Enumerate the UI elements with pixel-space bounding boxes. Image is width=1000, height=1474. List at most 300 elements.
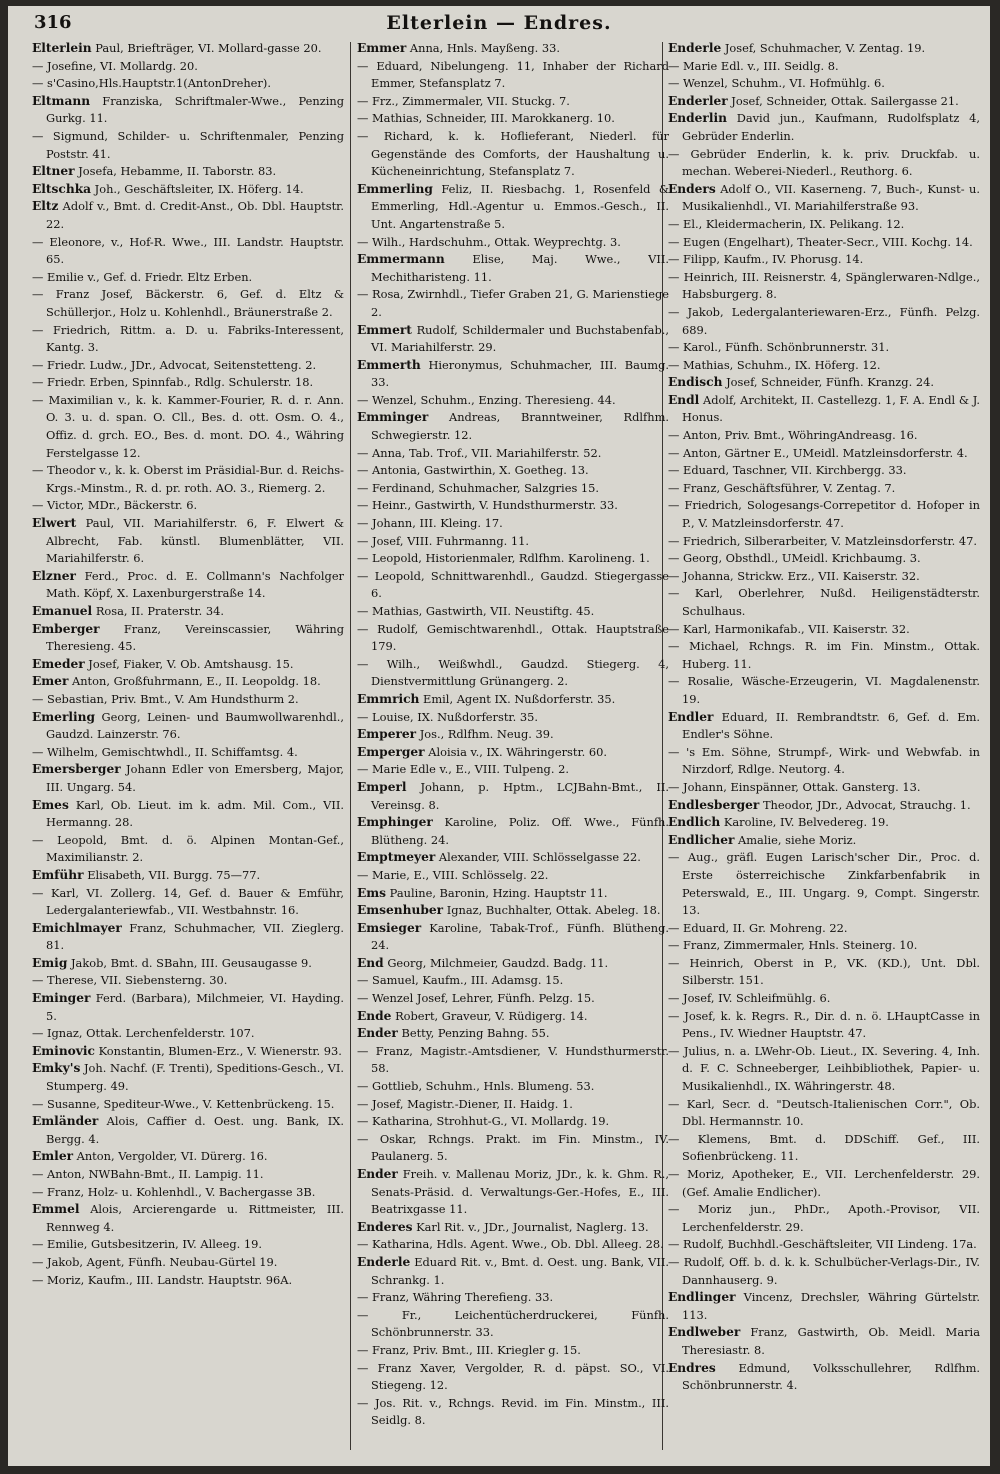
directory-entry xyxy=(32,691,344,709)
directory-entry xyxy=(32,1236,344,1254)
entry-text: — Jos. Rit. v., Rchngs. Revid. im Fin. Minstm., III. Seidlg. 8. xyxy=(357,1395,669,1428)
entry-surname: Endlinger xyxy=(668,1290,736,1305)
entry-surname: Emphinger xyxy=(357,815,433,830)
entry-text: Franz, Vereinscassier, Währing Theresieng. 45. xyxy=(46,621,344,654)
entry-text: — Mathias, Gastwirth, VII. Neustiftg. 45. xyxy=(357,604,595,618)
entry-surname: Emmermann xyxy=(357,252,445,267)
entry-text: — Franz, Währing Therefieng. 33. xyxy=(357,1290,554,1305)
entry-text: Rudolf, Schildermaler und Buchstabenfab., VI. Mariahilferstr. 29. xyxy=(371,322,669,355)
directory-entry xyxy=(357,849,669,867)
directory-entry xyxy=(668,181,980,216)
directory-entry xyxy=(32,972,344,990)
entry-surname: Ende xyxy=(357,1008,392,1023)
directory-entry xyxy=(357,1360,669,1395)
entry-text: — Josef, k. k. Regrs. R., Dir. d. n. ö. LHauptCasse in Pens., IV. Wiedner Hauptstr. 47. xyxy=(668,1008,980,1041)
entry-surname: Emeder xyxy=(32,656,85,671)
entry-text: Paul, Briefträger, VI. Mollard-gasse 20. xyxy=(95,41,322,55)
directory-entry xyxy=(668,1008,980,1043)
entry-text: — Ferdinand, Schuhmacher, Salzgries 15. xyxy=(357,480,600,495)
directory-entry xyxy=(357,726,669,744)
entry-text: — Gottlieb, Schuhm., Hnls. Blumeng. 53. xyxy=(357,1079,595,1094)
directory-entry xyxy=(357,1219,669,1237)
entry-surname: Emmerling xyxy=(357,181,433,196)
entry-text: — Wenzel, Schuhm., VI. Hofmühlg. 6. xyxy=(668,76,885,91)
directory-entry xyxy=(668,568,980,586)
directory-entry xyxy=(668,550,980,568)
entry-text: — Wilhelm, Gemischtwhdl., II. Schiffamtsg. 4. xyxy=(32,744,298,759)
entry-text: Aloisia v., IX. Währingerstr. 60. xyxy=(428,744,608,759)
entry-surname: Emperger xyxy=(357,744,425,759)
directory-entry xyxy=(668,1043,980,1096)
entry-surname: Emführ xyxy=(32,867,84,882)
entry-text: — Eduard, Taschner, VII. Kirchbergg. 33. xyxy=(668,463,907,478)
entry-text: Karoline, Tabak-Trof., Fünfh. Blütheng. 24. xyxy=(371,920,669,953)
directory-entry xyxy=(32,392,344,462)
directory-entry xyxy=(32,286,344,321)
entry-text: Hieronymus, Schuhmacher, III. Baumg. 33. xyxy=(371,357,669,390)
directory-entry xyxy=(357,761,669,779)
directory-entry xyxy=(357,1131,669,1166)
directory-entry xyxy=(32,603,344,621)
entry-text: — Richard, k. k. Hoflieferant, Niederl. für Gegenstände des Comforts, der Haushaltung u. Kücheneinrichtung, Stefansplatz 7. xyxy=(357,128,669,179)
directory-entry xyxy=(32,1043,344,1061)
entry-text: Freih. v. Mallenau Moriz, JDr., k. k. Ghm. R., Senats-Präsid. d. Verwaltungs-Ger.-Hofes, E., III. Beatrixgasse 11. xyxy=(371,1167,669,1217)
directory-entry xyxy=(668,779,980,797)
entry-text: — Leopold, Bmt. d. ö. Alpinen Montan-Gef., Maximilianstr. 2. xyxy=(32,832,344,865)
entry-text: — Moriz jun., PhDr., Apoth.-Provisor, VII. Lerchenfelderstr. 29. xyxy=(668,1202,980,1234)
directory-entry xyxy=(32,621,344,656)
directory-entry xyxy=(668,955,980,990)
directory-entry xyxy=(32,885,344,920)
entry-text: — Frz., Zimmermaler, VII. Stuckg. 7. xyxy=(357,93,570,108)
entry-text: Emil, Agent IX. Nußdorferstr. 35. xyxy=(423,691,616,706)
entry-text: — Rudolf, Buchhdl.-Geschäftsleiter, VII Lindeng. 17a. xyxy=(668,1237,977,1252)
entry-text: — Anna, Tab. Trof., VII. Mariahilferstr. 52. xyxy=(357,445,602,460)
entry-text: Jakob, Bmt. d. SBahn, III. Geusaugasse 9. xyxy=(70,955,312,970)
directory-entry xyxy=(668,357,980,375)
directory-entry xyxy=(32,920,344,955)
entry-surname: Endlweber xyxy=(668,1325,741,1340)
directory-entry xyxy=(668,392,980,427)
directory-entry xyxy=(668,269,980,304)
directory-entry xyxy=(32,867,344,885)
directory-entry xyxy=(668,462,980,480)
entry-text: Josef, Schneider, Ottak. Sailergasse 21. xyxy=(731,93,959,108)
directory-entry xyxy=(32,1113,344,1148)
directory-entry xyxy=(668,480,980,498)
directory-entry xyxy=(668,1201,980,1236)
entry-text: Pauline, Baronin, Hzing. Hauptstr 11. xyxy=(389,885,608,900)
directory-entry xyxy=(357,1236,669,1254)
entry-text: — Klemens, Bmt. d. DDSchiff. Gef., III. Sofienbrückeng. 11. xyxy=(668,1131,980,1164)
entry-text: Eduard Rit. v., Bmt. d. Oest. ung. Bank, VII. Schrankg. 1. xyxy=(371,1254,669,1287)
entry-surname: Emersberger xyxy=(32,762,121,777)
entry-surname: Emig xyxy=(32,955,68,970)
entry-text: — Mathias, Schuhm., IX. Höferg. 12. xyxy=(668,357,881,372)
directory-entry xyxy=(32,1096,344,1114)
entry-surname: End xyxy=(357,955,384,970)
directory-entry xyxy=(32,832,344,867)
directory-entry xyxy=(668,1131,980,1166)
entry-text: — Wilh., Weißwhdl., Gaudzd. Stiegerg. 4, Dienstvermittlung Grünangerg. 2. xyxy=(357,656,669,689)
entry-text: — Rudolf, Off. b. d. k. k. Schulbücher-Verlags-Dir., IV. Dannhauserg. 9. xyxy=(668,1254,980,1287)
entry-text: — Anton, Gärtner E., UMeidl. Matzleinsdorferstr. 4. xyxy=(668,445,968,460)
entry-text: — Heinrich, Oberst in P., VK. (KD.), Unt. Dbl. Silberstr. 151. xyxy=(668,955,980,988)
directory-entry xyxy=(357,1078,669,1096)
entry-text: — Anton, NWBahn-Bmt., II. Lampig. 11. xyxy=(32,1167,264,1181)
directory-entry xyxy=(32,515,344,568)
entry-text: — Eduard, Nibelungeng. 11, Inhaber der Richard Emmer, Stefansplatz 7. xyxy=(357,58,669,91)
entry-text: — Johann, III. Kleing. 17. xyxy=(357,516,503,531)
entry-text: — Eleonore, v., Hof-R. Wwe., III. Landstr. Hauptstr. 65. xyxy=(32,234,344,267)
entry-text: — Wenzel Josef, Lehrer, Fünfh. Pelzg. 15. xyxy=(357,991,595,1006)
directory-entry xyxy=(668,1096,980,1131)
directory-entry xyxy=(357,709,669,727)
directory-entry xyxy=(32,1254,344,1272)
entry-text: Franz, Schuhmacher, VII. Zieglerg. 81. xyxy=(46,920,344,953)
directory-entry xyxy=(668,216,980,234)
directory-entry xyxy=(32,128,344,163)
entry-text: — Friedr. Ludw., JDr., Advocat, Seitenstetteng. 2. xyxy=(32,357,317,372)
entry-text: Alois, Caffier d. Oest. ung. Bank, IX. Bergg. 4. xyxy=(46,1114,344,1146)
entry-surname: Emanuel xyxy=(32,604,93,618)
entry-text: Johann, p. Hptm., LCJBahn-Bmt., II. Vereinsg. 8. xyxy=(371,779,669,812)
directory-entry xyxy=(357,234,669,252)
entry-text: — Therese, VII. Siebensterng. 30. xyxy=(32,973,228,988)
column-3 xyxy=(668,40,980,1454)
entry-text: Franz, Gastwirth, Ob. Meidl. Maria Theresiastr. 8. xyxy=(682,1325,980,1357)
directory-entry xyxy=(32,93,344,128)
directory-entry xyxy=(357,322,669,357)
entry-text: — Jakob, Agent, Fünfh. Neubau-Gürtel 19. xyxy=(32,1254,278,1269)
entry-text: — El., Kleidermacherin, IX. Pelikang. 12. xyxy=(668,216,905,231)
entry-text: Adolf, Architekt, II. Castellezg. 1, F. A. Endl & J. Honus. xyxy=(682,392,980,425)
entry-text: Johann Edler von Emersberg, Major, III. Ungarg. 54. xyxy=(46,762,344,794)
directory-entry xyxy=(668,585,980,620)
entry-text: — Moriz, Kaufm., III. Landstr. Hauptstr. 96A. xyxy=(32,1272,293,1287)
entry-surname: Enderes xyxy=(357,1219,413,1234)
entry-text: — Emilie, Gutsbesitzerin, IV. Alleeg. 19. xyxy=(32,1237,263,1252)
entry-text: Edmund, Volksschullehrer, Rdlfhm. Schönbrunnerstr. 4. xyxy=(682,1360,980,1393)
directory-entry xyxy=(357,779,669,814)
entry-text: — Rosa, Zwirnhdl., Tiefer Graben 21, G. Marienstiege 2. xyxy=(357,287,669,319)
entry-text: Betty, Penzing Bahng. 55. xyxy=(401,1026,550,1041)
entry-surname: Eltz xyxy=(32,199,59,214)
entry-text: — Karl, Harmonikafab., VII. Kaiserstr. 32. xyxy=(668,621,910,636)
entry-text: — Eduard, II. Gr. Mohreng. 22. xyxy=(668,920,848,935)
column-divider xyxy=(350,42,351,1450)
directory-entry xyxy=(357,286,669,321)
directory-entry xyxy=(357,497,669,515)
entry-text: — Mathias, Schneider, III. Marokkanerg. 10. xyxy=(357,111,615,126)
directory-entry xyxy=(357,110,669,128)
entry-text: — Antonia, Gastwirthin, X. Goetheg. 13. xyxy=(357,463,589,478)
directory-entry xyxy=(668,146,980,181)
entry-surname: Eminovic xyxy=(32,1043,95,1058)
directory-entry xyxy=(668,744,980,779)
entry-text: Elise, Maj. Wwe., VII. Mechitharisteng. 11. xyxy=(371,252,669,284)
entry-text: — Aug., gräfl. Eugen Larisch'scher Dir., Proc. d. Erste österreichische Zinkfarbenfabrik in Peterswald, E., III. Ungarg. 9, Compt. Singerstr. 13. xyxy=(668,850,980,918)
directory-entry xyxy=(357,1113,669,1131)
directory-entry xyxy=(357,392,669,410)
entry-surname: Emmerth xyxy=(357,357,421,372)
entry-surname: Emmel xyxy=(32,1202,80,1217)
entry-surname: Emky's xyxy=(32,1061,81,1076)
directory-entry xyxy=(357,462,669,480)
entry-text: — Friedrich, Sologesangs-Correpetitor d. Hofoper in P., V. Matzleinsdorferstr. 47. xyxy=(668,498,980,531)
column-1 xyxy=(32,40,344,1454)
directory-entry xyxy=(357,181,669,234)
directory-entry xyxy=(668,110,980,145)
directory-entry xyxy=(668,814,980,832)
entry-text: — Victor, MDr., Bäckerstr. 6. xyxy=(32,498,198,513)
directory-entry xyxy=(32,761,344,796)
entry-text: — Oskar, Rchngs. Prakt. im Fin. Minstm., IV. Paulanerg. 5. xyxy=(357,1131,669,1164)
page-number: 316 xyxy=(34,12,72,33)
directory-entry xyxy=(32,75,344,93)
entry-text: — Rosalie, Wäsche-Erzeugerin, VI. Magdalenenstr. 19. xyxy=(668,674,980,706)
entry-text: Josef, Schuhmacher, V. Zentag. 19. xyxy=(724,41,926,55)
entry-text: — Johanna, Strickw. Erz., VII. Kaiserstr. 32. xyxy=(668,568,920,583)
entry-surname: Eltschka xyxy=(32,181,92,196)
entry-surname: Enderlin xyxy=(668,111,727,126)
entry-text: — Franz, Geschäftsführer, V. Zentag. 7. xyxy=(668,480,896,495)
entry-text: Eduard, II. Rembrandtstr. 6, Gef. d. Em. Endler's Söhne. xyxy=(682,709,980,742)
directory-entry xyxy=(357,480,669,498)
entry-surname: Ender xyxy=(357,1026,398,1041)
entry-surname: Endler xyxy=(668,709,714,724)
directory-entry xyxy=(668,1289,980,1324)
directory-entry xyxy=(357,58,669,93)
entry-text: Rosa, II. Praterstr. 34. xyxy=(95,604,225,618)
directory-entry xyxy=(668,40,980,58)
entry-text: Ferd. (Barbara), Milchmeier, VI. Hayding. 5. xyxy=(46,991,344,1023)
directory-entry xyxy=(32,163,344,181)
entry-surname: Elzner xyxy=(32,568,76,583)
entry-text: — Franz, Priv. Bmt., III. Kriegler g. 15. xyxy=(357,1342,581,1357)
directory-entry xyxy=(668,1324,980,1359)
directory-entry xyxy=(357,1307,669,1342)
entry-surname: Elterlein xyxy=(32,41,92,55)
entry-text: Joh., Geschäftsleiter, IX. Höferg. 14. xyxy=(94,181,304,196)
directory-entry xyxy=(32,234,344,269)
entry-surname: Eltner xyxy=(32,164,75,179)
entry-text: Amalie, siehe Moriz. xyxy=(738,832,857,847)
directory-entry xyxy=(357,955,669,973)
directory-entry xyxy=(668,533,980,551)
directory-entry xyxy=(357,902,669,920)
entry-text: — Friedr. Erben, Spinnfab., Rdlg. Schulerstr. 18. xyxy=(32,375,314,390)
directory-entry xyxy=(668,339,980,357)
directory-entry xyxy=(357,533,669,551)
entry-surname: Emer xyxy=(32,674,69,689)
entry-text: — Moriz, Apotheker, E., VII. Lerchenfelderstr. 29. (Gef. Amalie Endlicher). xyxy=(668,1167,980,1199)
entry-text: — Josefine, VI. Mollardg. 20. xyxy=(32,58,198,73)
entry-text: Paul, VII. Mariahilferstr. 6, F. Elwert & Albrecht, Fab. künstl. Blumenblätter, VII. Mariahilferstr. 6. xyxy=(46,516,344,566)
entry-text: Elisabeth, VII. Burgg. 75—77. xyxy=(87,867,261,882)
directory-entry xyxy=(357,885,669,903)
entry-text: — Theodor v., k. k. Oberst im Präsidial-Bur. d. Reichs-Krgs.-Minstm., R. d. pr. roth. AO. 3., Riemerg. 2. xyxy=(32,463,344,495)
entry-text: Josefa, Hebamme, II. Taborstr. 83. xyxy=(78,164,277,179)
entry-surname: Emichlmayer xyxy=(32,920,122,935)
entry-text: Vincenz, Drechsler, Währing Gürtelstr. 113. xyxy=(682,1290,980,1322)
directory-entry xyxy=(357,1254,669,1289)
directory-entry xyxy=(32,990,344,1025)
entry-text: — Louise, IX. Nußdorferstr. 35. xyxy=(357,709,538,724)
directory-entry xyxy=(668,1166,980,1201)
directory-entry xyxy=(32,1166,344,1184)
directory-entry xyxy=(357,621,669,656)
directory-entry xyxy=(668,234,980,252)
directory-entry xyxy=(668,849,980,919)
directory-entry xyxy=(32,40,344,58)
directory-entry xyxy=(357,550,669,568)
directory-entry xyxy=(32,269,344,287)
directory-entry xyxy=(32,462,344,497)
entry-text: Konstantin, Blumen-Erz., V. Wienerstr. 93. xyxy=(98,1043,342,1058)
entry-text: — Eugen (Engelhart), Theater-Secr., VIII. Kochg. 14. xyxy=(668,234,973,249)
entry-text: — Maximilian v., k. k. Kammer-Fourier, R. d. r. Ann. O. 3. u. d. span. O. Cll., Bes. d. ott. Osm. O. 4., Offiz. d. grch. EO., Bes. d. mont. DO. 4., Währing Ferstelgasse 12. xyxy=(32,392,344,460)
directory-entry xyxy=(668,673,980,708)
entry-text: — Heinrich, III. Reisnerstr. 4, Spänglerwaren-Ndlge., Habsburgerg. 8. xyxy=(668,269,980,302)
directory-entry xyxy=(357,990,669,1008)
entry-text: — Filipp, Kaufm., IV. Phorusg. 14. xyxy=(668,252,864,267)
entry-text: Anton, Vergolder, VI. Dürerg. 16. xyxy=(76,1149,268,1164)
directory-entry xyxy=(668,304,980,339)
directory-entry xyxy=(668,445,980,463)
entry-text: Karoline, IV. Belvedereg. 19. xyxy=(723,815,889,830)
directory-entry xyxy=(32,744,344,762)
entry-surname: Emes xyxy=(32,797,69,812)
directory-entry xyxy=(357,814,669,849)
entry-surname: Eminger xyxy=(32,991,91,1006)
directory-entry xyxy=(357,920,669,955)
directory-entry xyxy=(668,920,980,938)
entry-text: — Marie, E., VIII. Schlösselg. 22. xyxy=(357,867,549,882)
entry-surname: Emminger xyxy=(357,410,429,425)
entry-text: — Susanne, Spediteur-Wwe., V. Kettenbrückeng. 15. xyxy=(32,1096,335,1111)
directory-entry xyxy=(668,58,980,76)
directory-entry xyxy=(357,1008,669,1026)
entry-text: Anna, Hnls. Mayßeng. 33. xyxy=(409,41,561,55)
entry-surname: Ems xyxy=(357,885,387,900)
entry-text: Ignaz, Buchhalter, Ottak. Abeleg. 18. xyxy=(446,903,661,918)
directory-entry xyxy=(357,93,669,111)
entry-text: Ferd., Proc. d. E. Collmann's Nachfolger Math. Köpf, X. Laxenburgerstraße 14. xyxy=(46,568,344,601)
entry-text: Josef, Fiaker, V. Ob. Amtshausg. 15. xyxy=(88,656,294,671)
entry-text: — Samuel, Kaufm., III. Adamsg. 15. xyxy=(357,973,564,988)
directory-entry xyxy=(32,656,344,674)
directory-entry xyxy=(668,937,980,955)
entry-text: Anton, Großfuhrmann, E., II. Leopoldg. 18. xyxy=(72,674,321,689)
directory-entry xyxy=(668,638,980,673)
entry-text: — Sebastian, Priv. Bmt., V. Am Hundsthurm 2. xyxy=(32,691,299,706)
entry-text: — Friedrich, Rittm. a. D. u. Fabriks-Interessent, Kantg. 3. xyxy=(32,322,344,355)
directory-entry xyxy=(32,497,344,515)
entry-text: — Heinr., Gastwirth, V. Hundsthurmerstr. 33. xyxy=(357,498,618,513)
directory-entry xyxy=(357,40,669,58)
directory-entry xyxy=(668,75,980,93)
entry-surname: Eltmann xyxy=(32,93,91,108)
entry-surname: Endres xyxy=(668,1360,716,1375)
entry-text: — Franz Xaver, Vergolder, R. d. päpst. SO., VI. Stiegeng. 12. xyxy=(357,1360,669,1393)
entry-text: Adolf O., VII. Kaserneng. 7, Buch-, Kunst- u. Musikalienhdl., VI. Mariahilferstraße 93. xyxy=(682,181,980,214)
directory-entry xyxy=(357,744,669,762)
entry-text: — Josef, IV. Schleifmühlg. 6. xyxy=(668,991,831,1006)
directory-entry xyxy=(357,357,669,392)
entry-surname: Emperl xyxy=(357,779,407,794)
directory-entry xyxy=(357,1043,669,1078)
directory-entry xyxy=(668,797,980,815)
directory-entry xyxy=(32,673,344,691)
entry-text: — Julius, n. a. LWehr-Ob. Lieut., IX. Severing. 4, Inh. d. F. C. Schneeberger, Leihbibliothek, Papier- u. Musikalienhdl., IX. Währingerstr. 48. xyxy=(668,1043,980,1094)
entry-text: — Michael, Rchngs. R. im Fin. Minstm., Ottak. Huberg. 11. xyxy=(668,639,980,671)
entry-text: Adolf v., Bmt. d. Credit-Anst., Ob. Dbl. Hauptstr. 22. xyxy=(46,199,344,231)
entry-text: Joh. Nachf. (F. Trenti), Speditions-Gesch., VI. Stumperg. 49. xyxy=(46,1061,344,1094)
entry-surname: Emmer xyxy=(357,41,407,55)
directory-entry xyxy=(32,709,344,744)
directory-entry xyxy=(32,198,344,233)
entry-surname: Endisch xyxy=(668,375,723,390)
entry-text: — Karol., Fünfh. Schönbrunnerstr. 31. xyxy=(668,340,890,355)
directory-entry xyxy=(668,374,980,392)
directory-entry xyxy=(32,568,344,603)
directory-entry xyxy=(32,58,344,76)
entry-text: — Jakob, Ledergalanteriewaren-Erz., Fünfh. Pelzg. 689. xyxy=(668,304,980,337)
entry-text: Georg, Milchmeier, Gaudzd. Badg. 11. xyxy=(387,955,609,970)
directory-entry xyxy=(668,427,980,445)
entry-text: — Katharina, Hdls. Agent. Wwe., Ob. Dbl. Alleeg. 28. xyxy=(357,1237,664,1252)
directory-entry xyxy=(357,1395,669,1430)
entry-surname: Emberger xyxy=(32,621,100,636)
entry-text: — Katharina, Strohhut-G., VI. Mollardg. 19. xyxy=(357,1114,610,1129)
entry-surname: Emmrich xyxy=(357,691,420,706)
directory-entry xyxy=(668,497,980,532)
entry-text: — Georg, Obsthdl., UMeidl. Krichbaumg. 3. xyxy=(668,551,921,566)
directory-entry xyxy=(357,1096,669,1114)
entry-surname: Emländer xyxy=(32,1114,99,1129)
entry-text: — Emilie v., Gef. d. Friedr. Eltz Erben. xyxy=(32,269,253,284)
entry-text: Alexander, VIII. Schlösselgasse 22. xyxy=(438,850,641,865)
entry-text: — Leopold, Historienmaler, Rdlfhm. Karolineng. 1. xyxy=(357,551,650,566)
directory-entry xyxy=(668,1360,980,1395)
directory-entry xyxy=(357,1289,669,1307)
entry-text: Jos., Rdlfhm. Neug. 39. xyxy=(419,727,554,742)
directory-entry xyxy=(357,603,669,621)
entry-surname: Emmert xyxy=(357,322,412,337)
entry-text: — Marie Edle v., E., VIII. Tulpeng. 2. xyxy=(357,762,569,777)
page-header xyxy=(8,6,990,40)
entry-text: — Franz, Magistr.-Amtsdiener, V. Hundsthurmerstr. 58. xyxy=(357,1043,669,1076)
entry-text: — Rudolf, Gemischtwarenhdl., Ottak. Hauptstraße 179. xyxy=(357,621,669,654)
entry-text: — Gebrüder Enderlin, k. k. priv. Druckfab. u. mechan. Weberei-Niederl., Reuthorg. 6. xyxy=(668,146,980,179)
entry-surname: Emptmeyer xyxy=(357,850,436,865)
entry-text: Josef, Schneider, Fünfh. Kranzg. 24. xyxy=(726,375,934,390)
entry-surname: Endlicher xyxy=(668,832,735,847)
entry-text: — Franz, Zimmermaler, Hnls. Steinerg. 10. xyxy=(668,938,918,953)
entry-text: — Johann, Einspänner, Ottak. Gansterg. 13. xyxy=(668,779,921,794)
directory-entry xyxy=(668,621,980,639)
directory-entry xyxy=(357,1166,669,1219)
directory-entry xyxy=(668,93,980,111)
entry-surname: Emerling xyxy=(32,709,96,724)
entry-surname: Endlesberger xyxy=(668,797,760,812)
entry-surname: Emsieger xyxy=(357,920,422,935)
entry-surname: Emperer xyxy=(357,727,417,742)
directory-entry xyxy=(32,955,344,973)
entry-surname: Emsenhuber xyxy=(357,903,444,918)
entry-text: — Franz Josef, Bäckerstr. 6, Gef. d. Eltz & Schüllerjor., Holz u. Kohlenhdl., Bräunerstraße 2. xyxy=(32,287,344,319)
